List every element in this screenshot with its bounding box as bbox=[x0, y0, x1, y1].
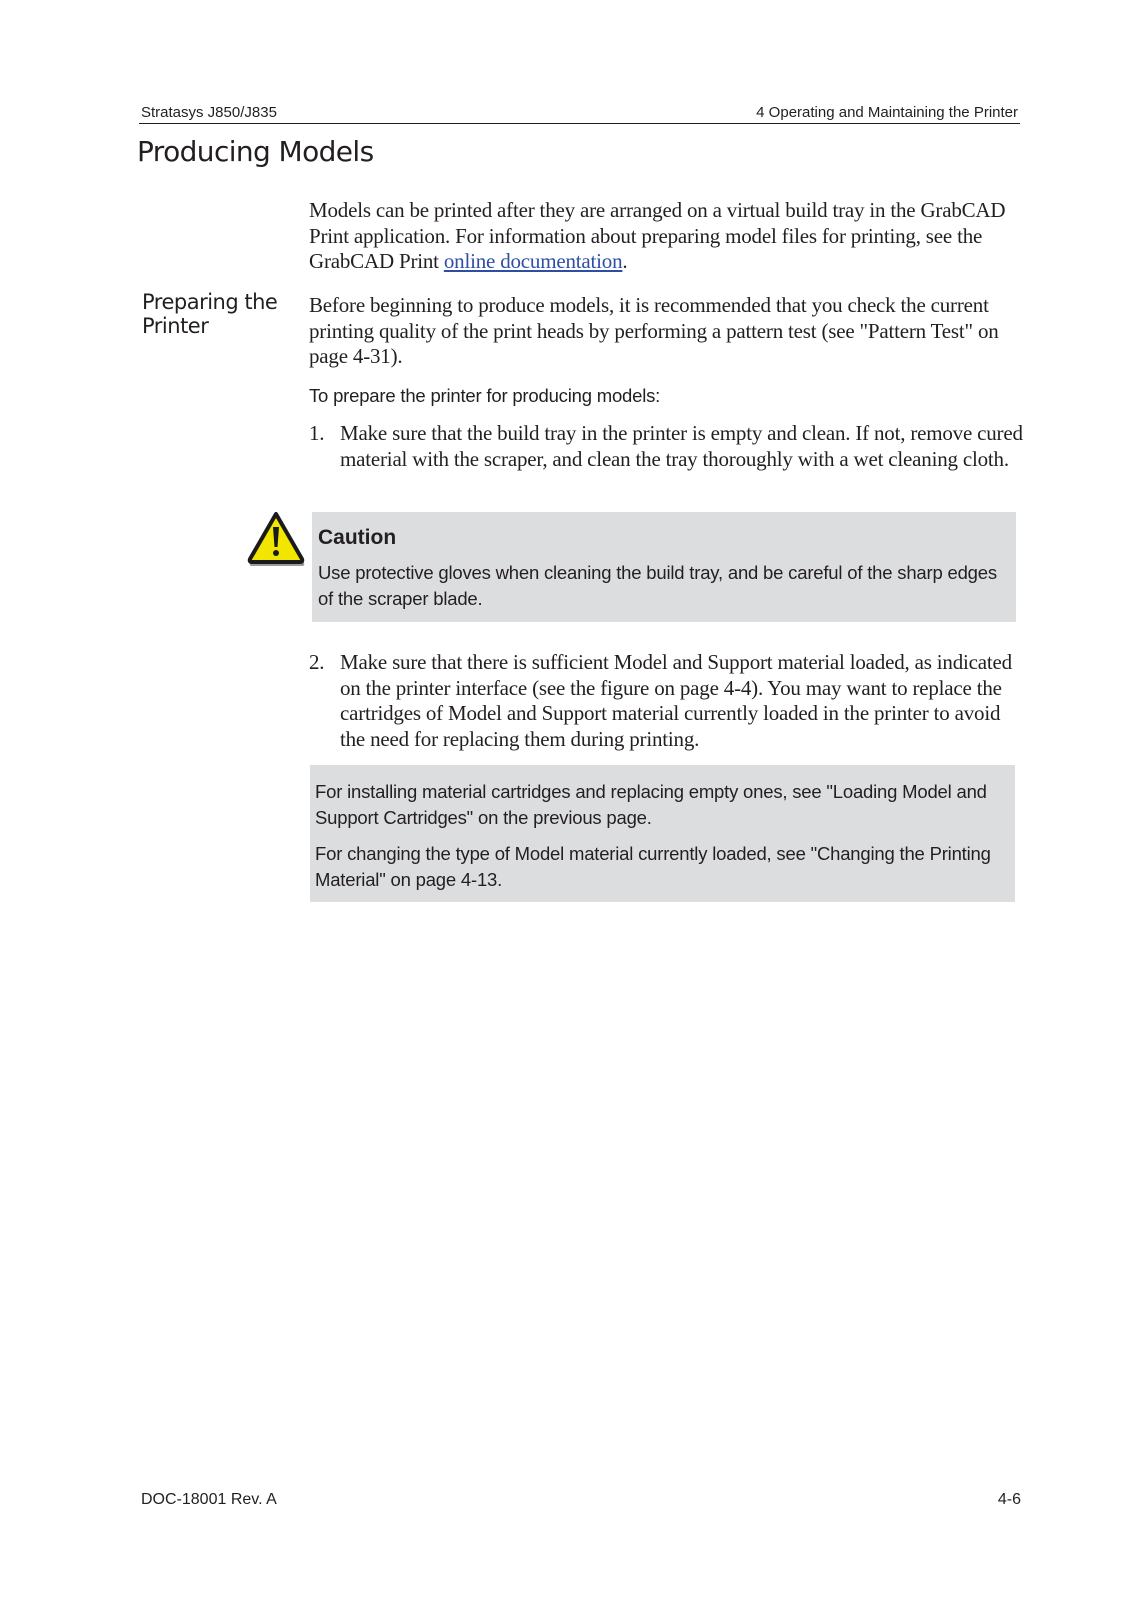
note-box bbox=[310, 765, 1015, 902]
step-text: Make sure that there is sufficient Model and Support material loaded, as indicated on the printer interface (see the figure on page 4-4). You may want to replace the cartridges of Model and Support material currently loaded in the printer to avoid the need for replacing them during printing. bbox=[340, 650, 1012, 751]
section-heading: Preparing the Printer bbox=[142, 290, 278, 338]
procedure-intro: To prepare the printer for producing models: bbox=[309, 385, 661, 406]
note-changing-material: For changing the type of Model material currently loaded, see "Changing the Printing Material" on page 4-13. bbox=[315, 843, 991, 890]
step-number: 2. bbox=[309, 650, 325, 674]
note-loading-cartridges: For installing material cartridges and replacing empty ones, see "Loading Model and Support Cartridges" on the previous page. bbox=[315, 781, 987, 828]
online-documentation-link[interactable]: online documentation bbox=[443, 249, 623, 273]
intro-paragraph bbox=[309, 198, 1021, 275]
page-title: Producing Models bbox=[137, 135, 374, 168]
caution-title: Caution bbox=[318, 526, 397, 549]
footer-doc-number: DOC-18001 Rev. A bbox=[141, 1491, 277, 1508]
header-chapter-title: 4 Operating and Maintaining the Printer bbox=[756, 104, 1018, 121]
pattern-test-paragraph: Before beginning to produce models, it is recommended that you check the current printing quality of the print heads by performing a pattern test (see "Pattern Test" on page 4-31). bbox=[309, 293, 999, 368]
step-text: Make sure that the build tray in the printer is empty and clean. If not, remove cured material with the scraper, and clean the tray thoroughly with a wet cleaning cloth. bbox=[340, 421, 1023, 471]
footer-page-number: 4-6 bbox=[997, 1491, 1021, 1508]
intro-text: Models can be printed after they are arranged on a virtual build tray in the GrabCAD Print application. For information about preparing model files for printing, see the GrabCAD Print bbox=[309, 198, 1006, 273]
intro-text-end: . bbox=[622, 249, 628, 273]
caution-text: Use protective gloves when cleaning the build tray, and be careful of the sharp edges of the scraper blade. bbox=[318, 562, 997, 609]
step-number: 1. bbox=[309, 421, 325, 445]
caution-box bbox=[312, 512, 1016, 622]
warning-triangle-icon bbox=[246, 511, 306, 567]
header-product-name: Stratasys J850/J835 bbox=[141, 104, 277, 121]
page-header bbox=[139, 104, 1020, 124]
